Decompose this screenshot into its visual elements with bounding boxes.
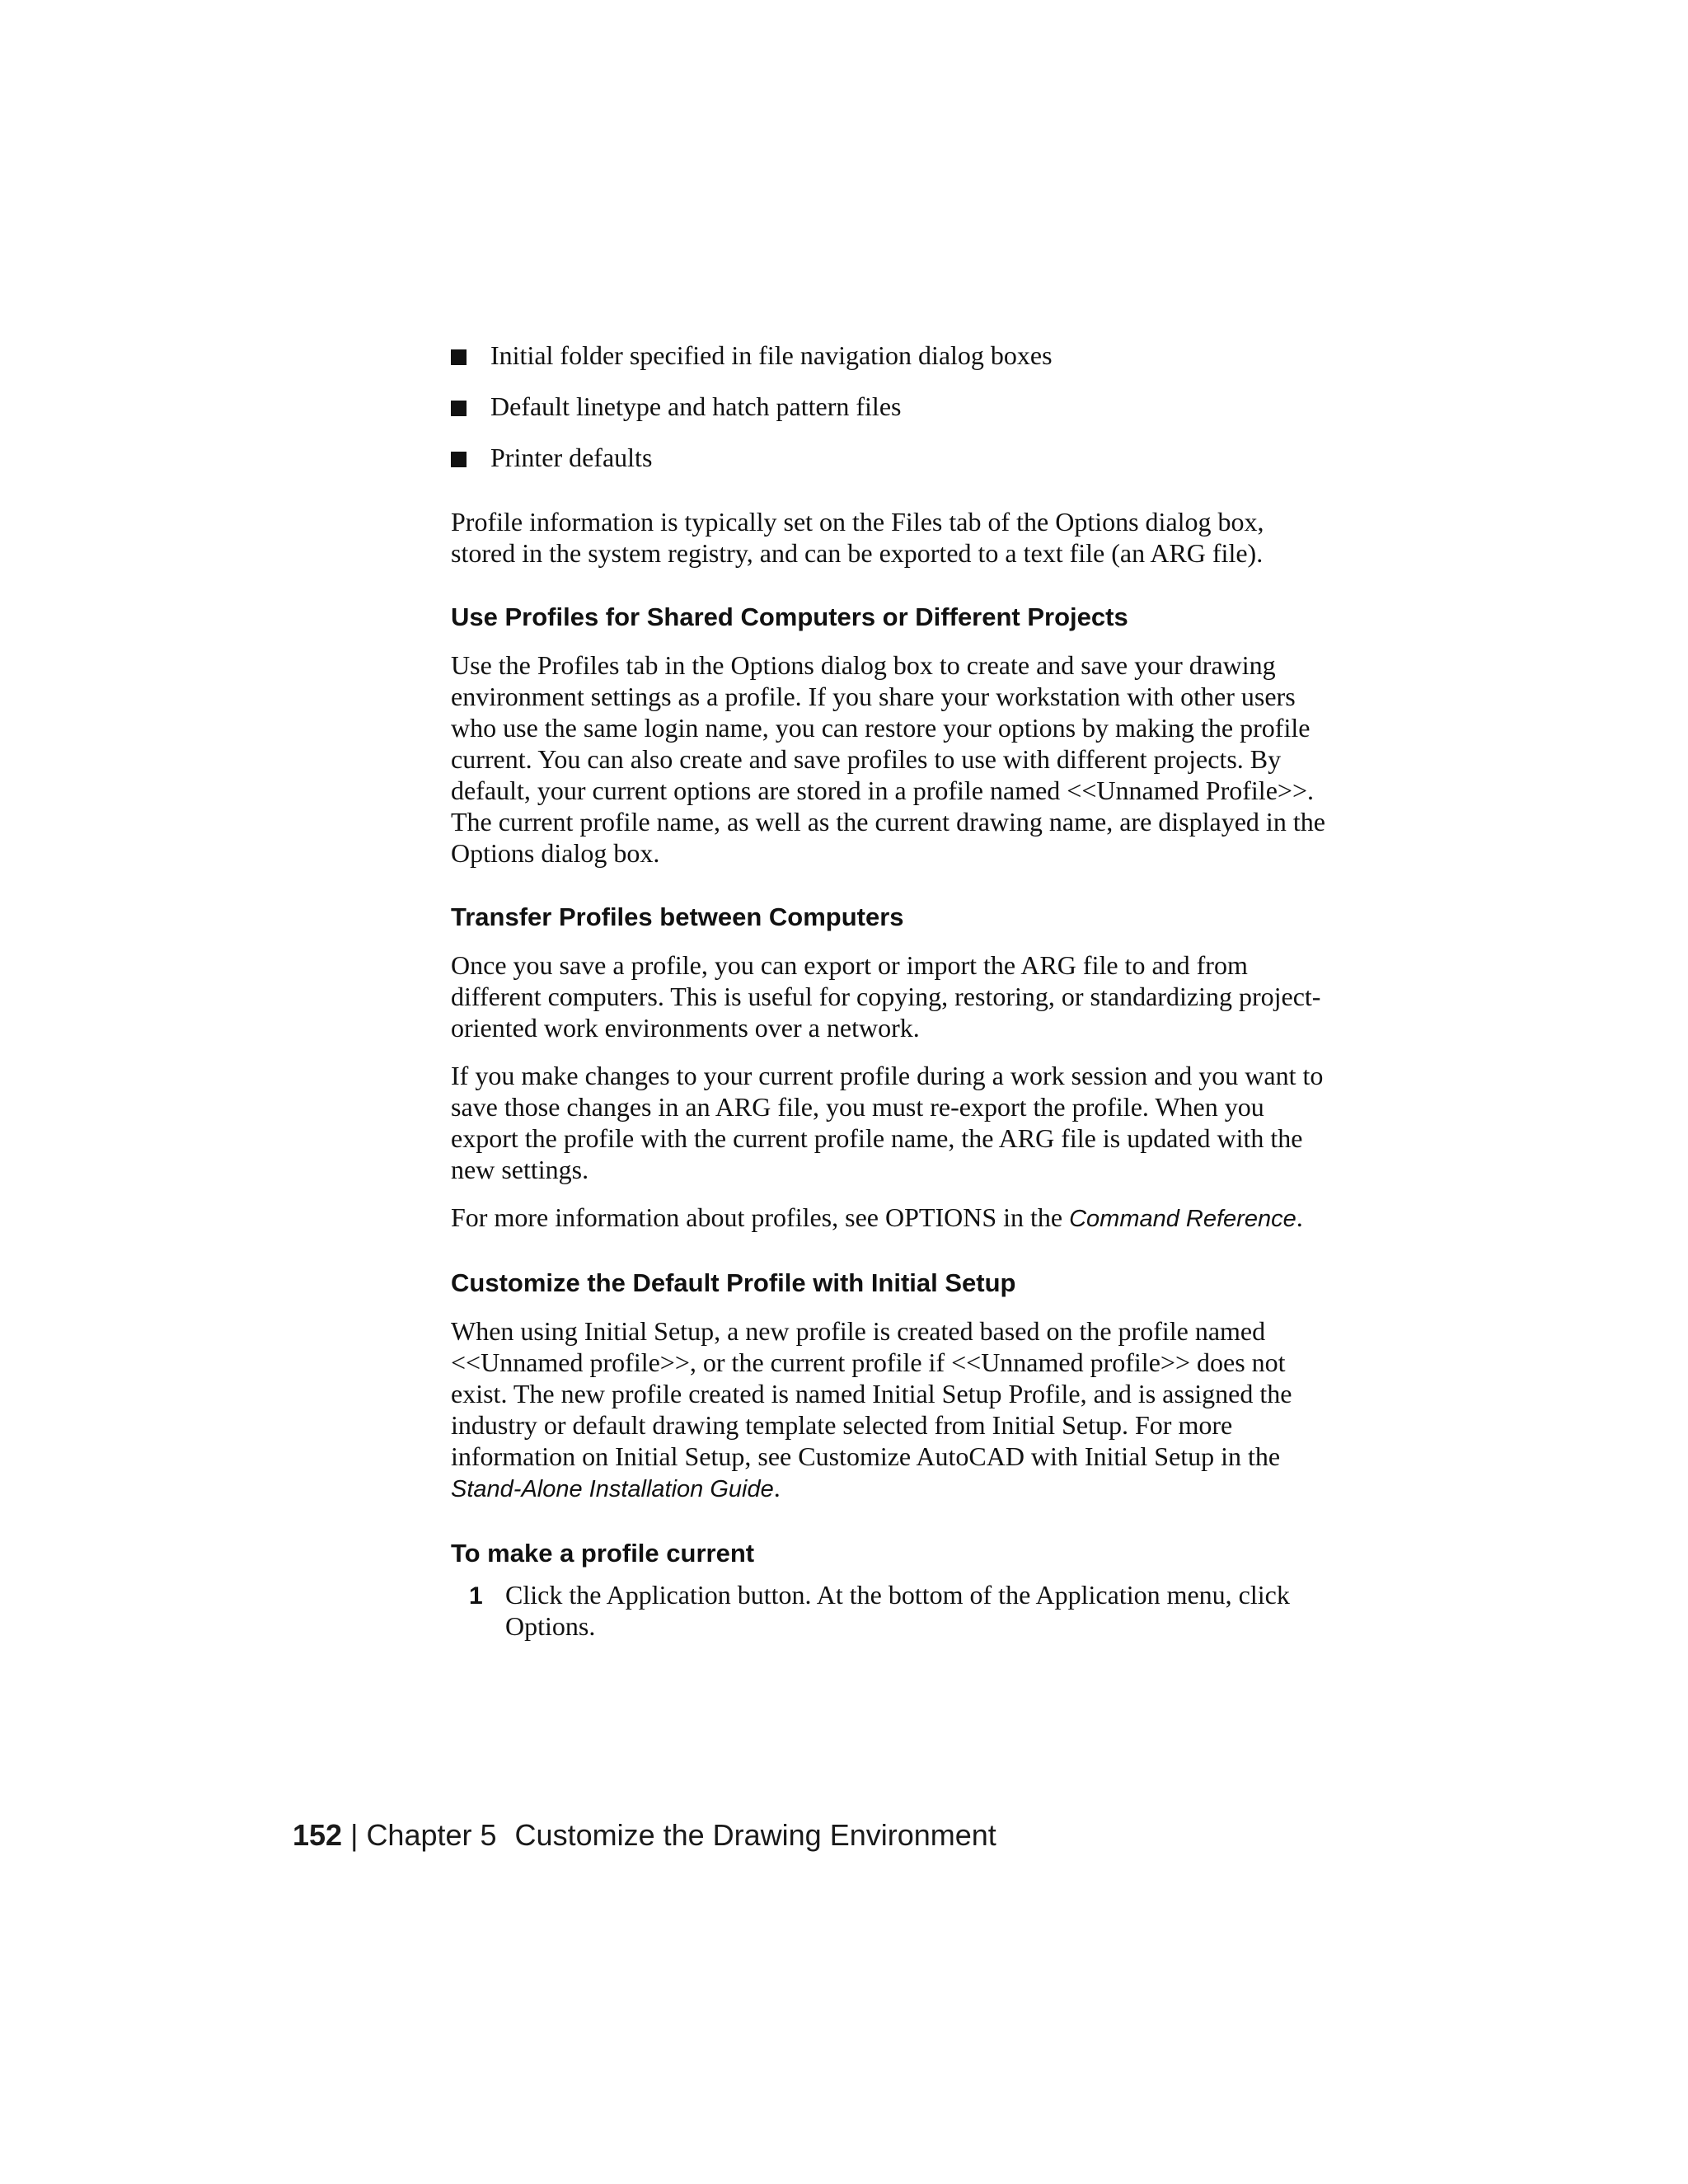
footer-separator: | xyxy=(350,1818,359,1852)
body-paragraph xyxy=(451,1315,1333,1505)
initial-setup-end: . xyxy=(773,1473,781,1502)
bullet-text: Default linetype and hatch pattern files xyxy=(490,391,902,421)
bullet-text: Printer defaults xyxy=(490,443,653,472)
chapter-title: Customize the Drawing Environment xyxy=(514,1818,996,1852)
procedure-heading: To make a profile current xyxy=(451,1539,755,1568)
feature-bullet-list xyxy=(451,340,1333,473)
section-heading: Transfer Profiles between Computers xyxy=(451,902,904,931)
section-heading: Use Profiles for Shared Computers or Different Projects xyxy=(451,602,1128,631)
section-heading: Customize the Default Profile with Initial Setup xyxy=(451,1268,1016,1297)
square-bullet-icon xyxy=(451,452,467,467)
procedure-make-profile-current xyxy=(451,1538,1333,1642)
square-bullet-icon xyxy=(451,401,467,416)
bullet-item xyxy=(451,391,1333,422)
installation-guide-title: Stand-Alone Installation Guide xyxy=(451,1476,774,1502)
chapter-label: Chapter 5 xyxy=(366,1818,497,1852)
page-footer xyxy=(293,1817,996,1854)
bullet-text: Initial folder specified in file navigation dialog boxes xyxy=(490,340,1053,370)
initial-setup-text: When using Initial Setup, a new profile is created based on the profile named <<Unnamed profile>>, or the current profile if <<Unnamed profile>> does not exist. The new profile created is named Initial Setup Profile, and is assigned the industry or default drawing template selected from Initial Setup. For more information on Initial Setup, see Customize AutoCAD with Initial Setup in the xyxy=(451,1316,1292,1471)
step-number: 1 xyxy=(469,1582,483,1610)
bullet-item xyxy=(451,340,1333,371)
procedure-step xyxy=(451,1579,1333,1642)
step-text: Click the Application button. At the bottom of the Application menu, click Options. xyxy=(505,1580,1290,1641)
more-info-paragraph xyxy=(451,1202,1333,1235)
more-info-end: . xyxy=(1296,1202,1303,1232)
section-transfer-profiles xyxy=(451,902,1333,1235)
body-paragraph: If you make changes to your current profile during a work session and you want to save those changes in an ARG file, you must re-export the profile. When you export the profile with the current profile name, the ARG file is updated with the new settings. xyxy=(451,1061,1324,1184)
more-info-text: For more information about profiles, see OPTIONS in the xyxy=(451,1202,1070,1232)
section-shared-computers xyxy=(451,602,1333,869)
command-reference-title: Command Reference xyxy=(1069,1206,1296,1232)
square-bullet-icon xyxy=(451,349,467,365)
page-body xyxy=(451,340,1333,1642)
page-number: 152 xyxy=(293,1818,343,1852)
body-paragraph: Use the Profiles tab in the Options dialog box to create and save your drawing environment settings as a profile. If you share your workstation with other users who use the same login name, you can restore your options by making the profile current. You can also create and save profiles to use with different projects. By default, your current options are stored in a profile named <<Unnamed Profile>>. The current profile name, as well as the current drawing name, are displayed in the Options dialog box. xyxy=(451,650,1325,868)
bullet-item xyxy=(451,442,1333,473)
body-paragraph: Once you save a profile, you can export or import the ARG file to and from different computers. This is useful for copying, restoring, or standardizing project-oriented work environments over a network. xyxy=(451,950,1321,1043)
intro-paragraph: Profile information is typically set on the Files tab of the Options dialog box, stored in the system registry, and can be exported to a text file (an ARG file). xyxy=(451,507,1264,568)
section-initial-setup xyxy=(451,1268,1333,1505)
